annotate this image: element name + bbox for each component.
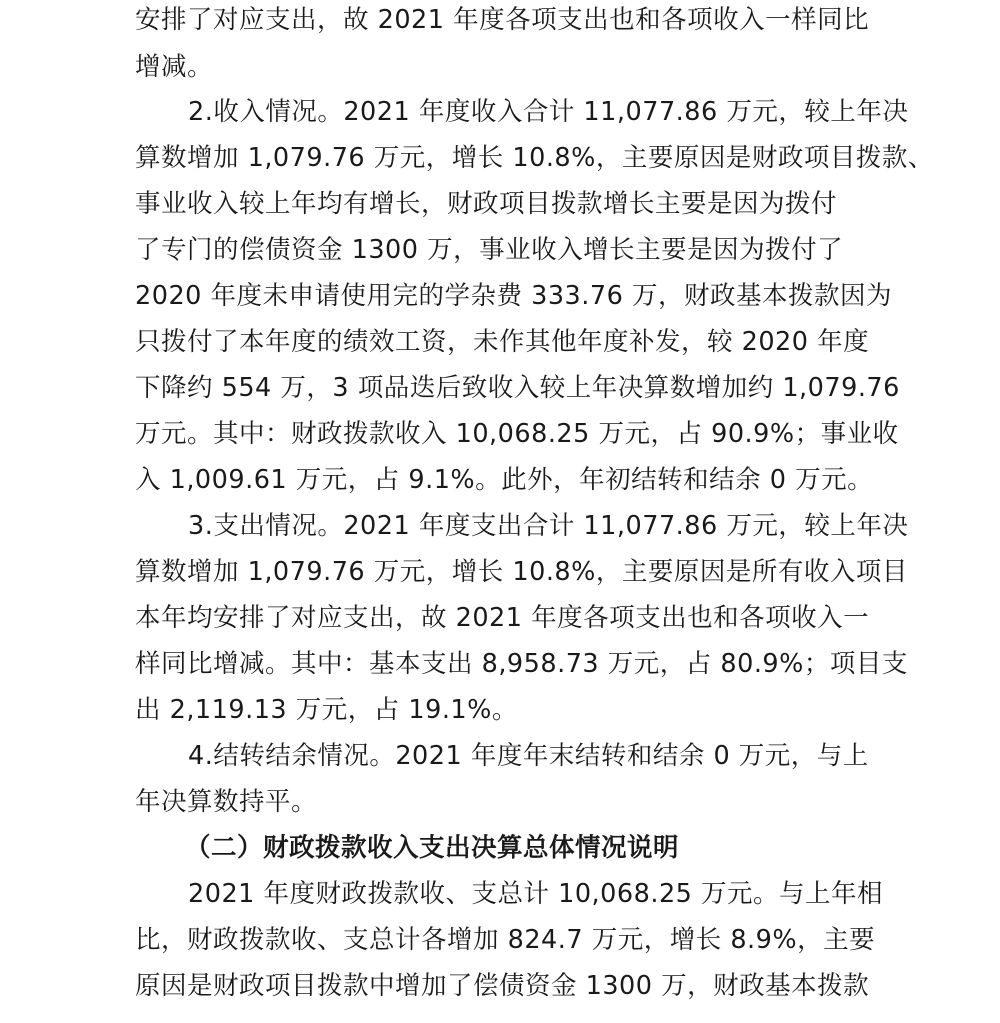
text-line: 增减。 [135, 52, 214, 82]
text-line: 安排了对应支出，故 2021 年度各项支出也和各项收入一样同比 [135, 5, 870, 35]
paragraph-start-line: 3.支出情况。2021 年度支出合计 11,077.86 万元，较上年决 [188, 511, 909, 541]
text-line: 比，财政拨款收、支总计各增加 824.7 万元，增长 8.9%，主要 [135, 925, 876, 955]
paragraph-start-line: 4.结转结余情况。2021 年度年末结转和结余 0 万元，与上 [188, 741, 869, 771]
text-line: 出 2,119.13 万元，占 19.1%。 [135, 695, 518, 725]
text-line: 了专门的偿债资金 1300 万，事业收入增长主要是因为拨付了 [135, 235, 844, 265]
paragraph-start-line: 2.收入情况。2021 年度收入合计 11,077.86 万元，较上年决 [188, 97, 909, 127]
text-line: 原因是财政项目拨款中增加了偿债资金 1300 万，财政基本拨款 [135, 971, 870, 1001]
text-line: 年决算数持平。 [135, 787, 318, 817]
text-line: 下降约 554 万，3 项品迭后致收入较上年决算数增加约 1,079.76 [135, 373, 900, 403]
text-line: 入 1,009.61 万元，占 9.1%。此外，年初结转和结余 0 万元。 [135, 465, 874, 495]
section-heading: （二）财政拨款收入支出决算总体情况说明 [185, 833, 680, 863]
text-line: 2020 年度未申请使用完的学杂费 333.76 万，财政基本拨款因为 [135, 281, 892, 311]
text-line: 事业收入较上年均有增长，财政项目拨款增长主要是因为拨付 [135, 189, 838, 219]
text-line: 只拨付了本年度的绩效工资，未作其他年度补发，较 2020 年度 [135, 327, 870, 357]
text-line: 算数增加 1,079.76 万元，增长 10.8%，主要原因是所有收入项目 [135, 557, 908, 587]
text-line: 万元。其中：财政拨款收入 10,068.25 万元，占 90.9%；事业收 [135, 419, 899, 449]
text-line: 样同比增减。其中：基本支出 8,958.73 万元，占 80.9%；项目支 [135, 649, 908, 679]
text-line: 本年均安排了对应支出，故 2021 年度各项支出也和各项收入一 [135, 603, 870, 633]
text-line: 算数增加 1,079.76 万元，增长 10.8%，主要原因是财政项目拨款、 [135, 143, 934, 173]
paragraph-start-line: 2021 年度财政拨款收、支总计 10,068.25 万元。与上年相 [188, 879, 883, 909]
